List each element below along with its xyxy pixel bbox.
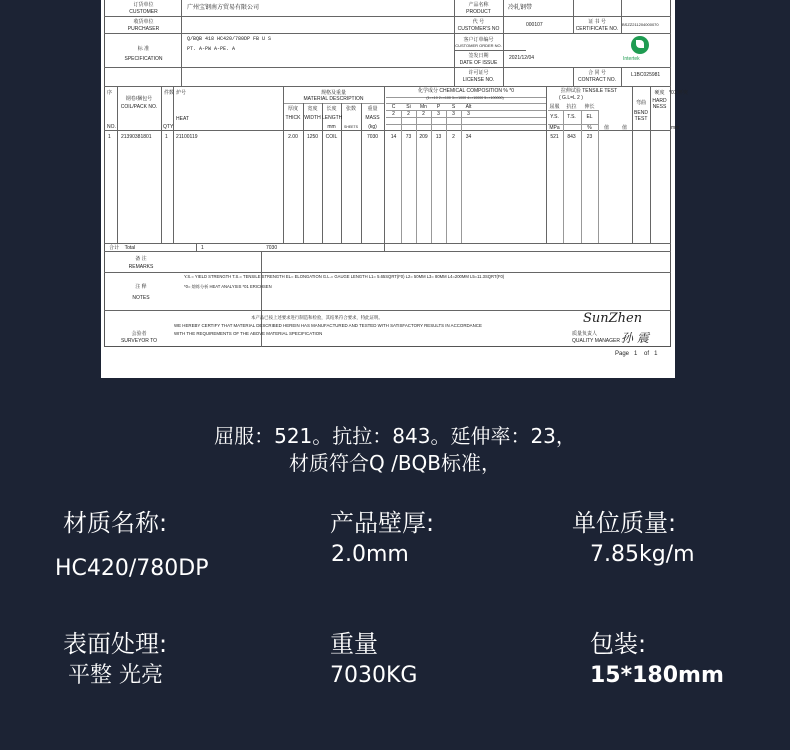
notes-line-2: *0= 熔炼分析 HEAT ANALYSIS *01 ERICHSEN (184, 284, 272, 289)
surveyor-label-cn: 会验者 (131, 331, 147, 337)
chem-scale-digit: 2 (392, 111, 395, 117)
tensile-unit: MPa (549, 125, 560, 131)
spec-label-cn: 标 准 (137, 46, 150, 52)
spec-label-en: SPECIFICATION (124, 56, 163, 62)
tensile-col-en: Y.S. (550, 114, 559, 120)
license-label-cn: 许可证号 (468, 70, 489, 76)
thickness-value: 2.0mm (331, 542, 409, 567)
col-qty-cn: 件数 (164, 90, 175, 96)
chem-scale: (1=×10 2=×100 3=×1000 4=×10000 5=×100000) (426, 96, 504, 100)
quality-manager-cn: 质量负责人 (572, 331, 598, 337)
row-length: COIL (325, 134, 338, 140)
chem-scale-digit: 3 (452, 111, 455, 117)
spec-line-2: PT. A-PW A-PE. A (187, 46, 236, 52)
col-coil-en: COIL/PACK NO. (120, 104, 158, 110)
summary-line-1: 屈服：521。抗拉：843。延伸率：23， (214, 424, 576, 448)
surface-value: 平整 光亮 (68, 663, 163, 688)
col-thick-en: THICK (285, 115, 301, 121)
row-coil: 21390381801 (121, 134, 152, 140)
unit-kg: (kg) (368, 124, 377, 130)
purchaser-label-cn: 收货单位 (133, 19, 154, 25)
license-label-en: LICENSE NO. (462, 77, 495, 83)
col-bend-cn: 弯曲 (635, 100, 646, 106)
col-heat-cn: 炉号 (176, 90, 187, 96)
col-qty-en: QTY (163, 124, 174, 130)
tensile-col-cn: 伸长 (584, 104, 595, 110)
row-thick: 2.00 (288, 134, 298, 140)
customers-no-value: 000107 (526, 22, 543, 28)
col-r-unit: mm (671, 125, 680, 131)
col-bend-en: BEND TEST (634, 110, 648, 122)
row-heat: 21100119 (176, 134, 198, 140)
chem-scale-digit: 3 (437, 111, 440, 117)
cert-statement-en-1: WE HEREBY CERTIFY THAT MATERIAL DESCRIBED HEREIN HAS MANUFACTURED AND TESTED WITH SATISFACTORY RESULTS IN ACCORDANCE (174, 323, 482, 328)
material-label: 材质名称: (63, 509, 168, 537)
contract-label-cn: 合 同 号 (588, 70, 606, 76)
row-chem-value: 73 (405, 134, 412, 140)
col-length-en: LENGTH (322, 115, 343, 121)
tensile-header: 拉伸试验 TENSILE TEST (560, 88, 618, 94)
certificate-frame (104, 0, 671, 347)
customers-no-label-cn: 代 号 (472, 19, 485, 25)
row-tensile-value: 23 (586, 134, 593, 140)
tensile-col-cn: 屈服 (549, 104, 560, 110)
tensile-unit: % (587, 125, 592, 131)
col-dim-en: MATERIAL DESCRIPTION (303, 96, 364, 102)
row-mass: 7030 (366, 134, 379, 140)
certificate-no-label-cn: 证 书 号 (588, 19, 606, 25)
row-chem-value: 2 (452, 134, 455, 140)
package-label: 包装: (590, 630, 647, 658)
order-no-label-cn: 客户订单编号 (463, 37, 494, 43)
chem-element: Alt (465, 104, 472, 110)
row-qty: 1 (165, 134, 168, 140)
date-label-en: DATE OF ISSUE (459, 60, 498, 66)
customer-value: 广州宝钢南方贸易有限公司 (187, 5, 260, 11)
row-no: 1 (108, 134, 111, 140)
unit-mm: mm (327, 124, 336, 130)
row-chem-value: 14 (390, 134, 397, 140)
chem-element: S (451, 104, 456, 110)
tensile-unit: 值 (603, 125, 609, 131)
col-no-cn: 序 (107, 90, 113, 96)
col-sheets-en: SHEETS (343, 125, 358, 129)
date-label-cn: 签发日期 (468, 53, 489, 59)
col-no-en: NO. (107, 124, 116, 130)
summary-line-2: 材质符合Q /BQB标准， (288, 451, 502, 475)
contract-label-en: CONTRACT NO. (578, 77, 616, 83)
certificate-no-label-en: CERTIFICATE NO. (575, 26, 619, 32)
material-value: HC420/780DP (55, 556, 209, 581)
chem-scale-digit: 2 (407, 111, 410, 117)
quality-manager-en: QUALITY MANAGER (572, 338, 620, 344)
spec-line-1: Q/BQB 418 HC420/780DP FB U S (187, 36, 272, 42)
product-label-en: PRODUCT (466, 9, 491, 15)
tensile-col-cn: 抗拉 (566, 104, 577, 110)
chem-element: Si (406, 104, 411, 110)
col-mass-cn: 重量 (367, 106, 378, 112)
row-chem-value: 13 (435, 134, 442, 140)
col-width-cn: 宽度 (307, 106, 318, 112)
surface-label: 表面处理: (63, 630, 168, 658)
notes-label-cn: 注 释 (135, 284, 147, 290)
col-hard-cn: 硬度 (654, 90, 665, 96)
col-dim-cn: 规格及重量 (320, 90, 346, 96)
package-value: 15*180mm (590, 663, 724, 688)
chem-scale-digit: 3 (467, 111, 470, 117)
cert-statement-cn: 本产品已按上述要求进行制造和检验，其结果符合要求，特此证明。 (251, 315, 383, 320)
weight-value: 7030KG (330, 663, 418, 688)
col-heat-en: HEAT (176, 116, 189, 122)
col-width-en: WIDTH (304, 115, 321, 121)
chem-element: P (436, 104, 441, 110)
tensile-col-en: EL (586, 114, 593, 120)
unit-mass-value: 7.85kg/m (590, 542, 695, 567)
total-mass: 7030 (266, 245, 278, 251)
unit-mass-label: 单位质量: (572, 509, 677, 537)
row-width: 1250 (306, 134, 319, 140)
row-tensile-value: 521 (550, 134, 559, 140)
date-value: 2021/12/04 (509, 55, 535, 61)
signature-sunzhen: SunZhen (583, 311, 643, 326)
tensile-unit: 值 (621, 125, 627, 131)
product-value: 冷轧钢带 (508, 5, 533, 11)
col-thick-cn: 厚度 (287, 106, 298, 112)
col-hard-en: HARD NESS (652, 98, 667, 110)
product-label-cn: 产品名称 (468, 2, 489, 8)
chem-element: Mn (420, 104, 427, 110)
customers-no-label-en: CUSTOMER'S NO (457, 26, 500, 32)
weight-label: 重量 (330, 630, 378, 658)
certificate-no-value: BSZZ211204000070 (622, 22, 659, 27)
page-indicator: Page 1 of 1 (615, 351, 658, 357)
contract-value: L1BC025981 (631, 72, 661, 78)
chem-element: C (391, 104, 396, 110)
row-chem-value: 209 (419, 134, 428, 140)
col-coil-cn: 钢卷/捆包号 (125, 96, 153, 102)
customer-label-en: CUSTOMER (129, 9, 158, 15)
tensile-gl: ( G.L=L 2 ) (559, 95, 583, 101)
tensile-col-en: T.S. (567, 114, 576, 120)
total-label: 合计 Total (109, 245, 136, 251)
col-mass-en: MASS (365, 115, 380, 121)
signature-cn: 孙 震 (621, 331, 649, 345)
mill-test-certificate: 订货单位 CUSTOMER 广州宝钢南方贸易有限公司 收货单位 PURCHASER 标 准 SPECIFICATION Q/BQB 418 HC420/780DP FB U S PT. A-PW A-PE. A 产品名称 PRODUCT 冷轧钢带 代 号 CUSTOMER'S NO 000107 证 书 号 CERTIFICATE NO. BSZZ211204000070 客户订单编号 CUSTOMER ORDER NO. 签发日期 DATE OF ISSUE 2021/12/04 许可证号 LICENSE NO. 合 同 号 CONTRACT NO. L1BC025981 Intertek 序 NO. 钢卷/捆包号 COIL/PACK NO. 件数 QTY 炉号 HEAT 规格及重量 MATERIAL DESCRIPTION 厚度 THICK 宽度 WIDTH 长度 LENGTH 张数 SHEETS mm 重量 MASS (kg) 化学成分 CHEMICAL COMPOSITION % *0 (1=×10 2=×100 3=×1000 4=×10000 5=×100000) 拉伸试验 TENSILE TEST ( G.L=L 2 ) 弯曲 BEND TEST 硬度 HARD NESS 1 21390381801 1 21100119 2.00 1250 COIL 7030 合计 Total 1 7030 备 注 REMARKS 注 释 NOTES Y.S.= YIELD STRENGTH T.S.= TENSILE STRENGTH EL= ELONGATION G.L.= GAUGE LENGTH L1= 5.65SQRT(F0) L2= 50MM L3= 80MM L4=200MM L5=11.3SQRT(F0) *0= 熔炼分析 HEAT ANALYSIS *01 ERICHSEN 本产品已按上述要求进行制造和检验，其结果符合要求，特此证明。 WE HEREBY CERTIFY THAT MATERIAL DESCRIBED HEREIN HAS MANUFACTURED AND TESTED WITH SATISFACTORY RESULTS IN ACCORDANCE WITH THE REQUIREMENTS OF THE ABOVE MATERIAL SPECIFICATION 会验者 SURVEYOR TO SunZhen 质量负责人 QUALITY MANAGER 孙 震 Page 1 of 1 C 2 14 Si 2 73 Mn 2 209 P 3 13 S 3 2 Alt 3 34 屈服 Y.S. 521 抗拉 T.S. 843 伸长 EL 23 MPa % 值 值 *01 杯突 mm (101, 0, 675, 378)
intertek-logo-text: Intertek (623, 56, 640, 62)
cert-statement-en-2: WITH THE REQUIREMENTS OF THE ABOVE MATERIAL SPECIFICATION (174, 331, 323, 336)
remarks-label-cn: 备 注 (135, 256, 147, 262)
row-tensile-value: 843 (567, 134, 576, 140)
row-chem-value: 34 (465, 134, 472, 140)
notes-line-1: Y.S.= YIELD STRENGTH T.S.= TENSILE STRENGTH EL= ELONGATION G.L.= GAUGE LENGTH L1= 5.65SQRT(F0) L2= 50MM L3= 80MM L4=200MM L5=11.3SQRT(F0) (184, 274, 505, 279)
chem-header: 化学成分 CHEMICAL COMPOSITION % *0 (418, 88, 514, 94)
total-qty: 1 (201, 245, 204, 251)
remarks-label-en: REMARKS (128, 264, 154, 270)
notes-label-en: NOTES (132, 295, 150, 301)
col-length-cn: 长度 (326, 106, 337, 112)
thickness-label: 产品壁厚: (330, 509, 435, 537)
customer-label-cn: 订货单位 (133, 2, 154, 8)
intertek-logo-icon (631, 36, 649, 54)
col-sheets-cn: 张数 (345, 106, 356, 112)
chem-scale-digit: 2 (422, 111, 425, 117)
order-no-label-en: CUSTOMER ORDER NO. (455, 43, 502, 48)
purchaser-label-en: PURCHASER (127, 26, 160, 32)
surveyor-label-en: SURVEYOR TO (120, 338, 158, 344)
